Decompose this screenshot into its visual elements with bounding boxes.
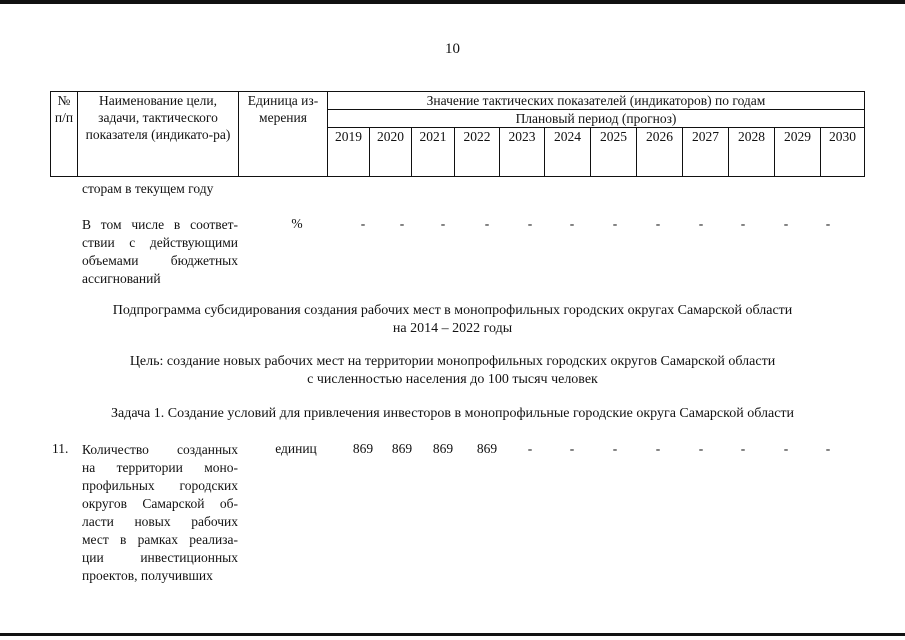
row-budget-value-2027: - [698, 216, 704, 231]
header-name-text: Наименование цели, задачи, тактического показателя (индикато-ра) [85, 93, 231, 142]
header-unit [239, 92, 328, 177]
header-year-2023: 2023 [500, 128, 545, 177]
row-11-name-line: ции инвестиционных [82, 550, 238, 565]
row-budget-name-line: В том числе в соответ- [82, 217, 238, 232]
row-11-value-2024: - [569, 441, 575, 456]
row-11-value-2020: 869 [391, 441, 413, 456]
header-year-2020: 2020 [370, 128, 412, 177]
row-budget-unit: % [291, 216, 303, 231]
header-year-2029: 2029 [775, 128, 821, 177]
row-11-value-2019: 869 [352, 441, 374, 456]
row-11-value-2029: - [783, 441, 789, 456]
row-budget-value-2021: - [440, 216, 446, 231]
row-budget-value-2025: - [612, 216, 618, 231]
header-no [51, 92, 78, 177]
goal-line-2: с численностью населения до 100 тысяч человек [307, 372, 598, 387]
row-budget-name-line: объемами бюджетных [82, 253, 238, 268]
header-values-title: Значение тактических показателей (индикаторов) по годам [328, 92, 865, 110]
top-border [0, 0, 905, 4]
continued-text: сторам в текущем году [82, 181, 214, 196]
row-budget-value-2029: - [783, 216, 789, 231]
task-text: Задача 1. Создание условий для привлечения инвесторов в монопрофильные городские округа Самарской области [110, 406, 795, 421]
header-year-2027: 2027 [683, 128, 729, 177]
row-budget-value-2028: - [740, 216, 746, 231]
row-budget-value-2022: - [484, 216, 490, 231]
row-11-value-2028: - [740, 441, 746, 456]
header-year-2030: 2030 [821, 128, 865, 177]
row-11-value-2023: - [527, 441, 533, 456]
row-11-name-line: мест в рамках реализа- [82, 532, 238, 547]
subprogram-title-line-2: на 2014 – 2022 годы [392, 321, 513, 336]
header-unit-text: Единица из-мерения [247, 93, 319, 125]
header-planned-period: Плановый период (прогноз) [328, 110, 865, 128]
row-budget-name-line: ассигнований [82, 271, 161, 286]
row-budget-name-line: ствии с действующими [82, 235, 238, 250]
header-year-2022: 2022 [455, 128, 500, 177]
row-budget-value-2020: - [399, 216, 405, 231]
header-year-2024: 2024 [545, 128, 591, 177]
header-name [78, 92, 239, 177]
row-11-name-line: Количество созданных [82, 442, 238, 457]
row-11-name-line: проектов, получивших [82, 568, 213, 583]
row-budget-value-2024: - [569, 216, 575, 231]
subprogram-title-line-1: Подпрограмма субсидирования создания рабочих мест в монопрофильных городских округах Самарской области [112, 303, 793, 318]
row-11-value-2025: - [612, 441, 618, 456]
row-budget-value-2030: - [825, 216, 831, 231]
row-11-number: 11. [52, 441, 69, 456]
row-budget-value-2019: - [360, 216, 366, 231]
row-11-unit: единиц [275, 441, 317, 456]
header-year-2028: 2028 [729, 128, 775, 177]
goal-line-1: Цель: создание новых рабочих мест на территории монопрофильных городских округов Самарской области [129, 354, 776, 369]
row-11-name-line: на территории моно- [82, 460, 238, 475]
row-11-value-2026: - [655, 441, 661, 456]
header-year-2019: 2019 [328, 128, 370, 177]
row-11-value-2027: - [698, 441, 704, 456]
bottom-border [0, 633, 905, 636]
row-11-name-line: округов Самарской об- [82, 496, 238, 511]
row-11-name-line: ласти новых рабочих [82, 514, 238, 529]
row-budget-value-2023: - [527, 216, 533, 231]
row-budget-value-2026: - [655, 216, 661, 231]
header-year-2021: 2021 [412, 128, 455, 177]
page-number: 10 [445, 41, 460, 57]
row-11-name-line: профильных городских [82, 478, 238, 493]
header-no-text: № п/п [54, 93, 74, 125]
header-year-2025: 2025 [591, 128, 637, 177]
row-11-value-2030: - [825, 441, 831, 456]
row-11-value-2021: 869 [432, 441, 454, 456]
row-11-value-2022: 869 [476, 441, 498, 456]
table-header [50, 91, 865, 177]
header-year-2026: 2026 [637, 128, 683, 177]
